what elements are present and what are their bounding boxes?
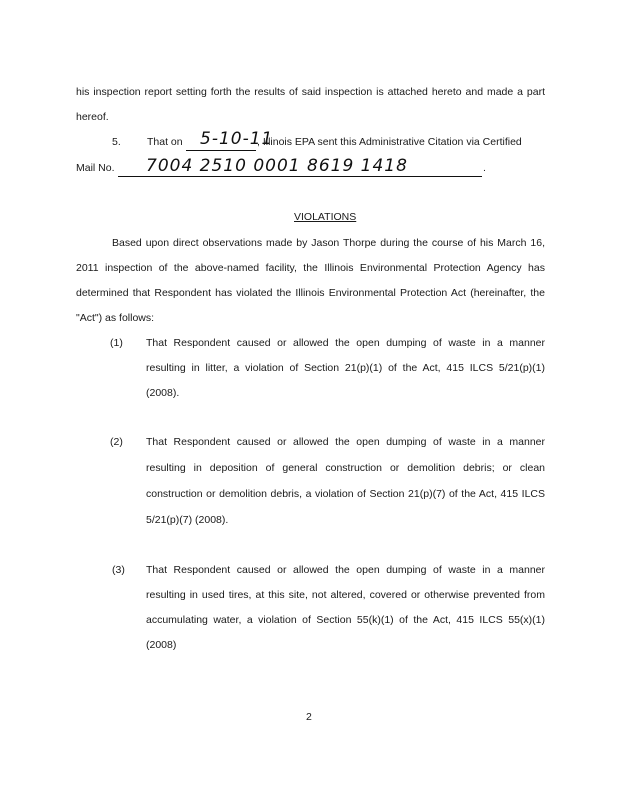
para5-text-before: That on (147, 136, 183, 148)
preamble-line-3: determined that Respondent has violated the Illinois Environmental Protection Act (hereinafter, the (76, 287, 545, 299)
intro-line-2: hereof. (76, 111, 109, 123)
item-1-number: (1) (110, 337, 123, 349)
para5-number: 5. (112, 136, 121, 148)
item-3-line-1: That Respondent caused or allowed the open dumping of waste in a manner (146, 564, 545, 576)
item-1-line-1: That Respondent caused or allowed the open dumping of waste in a manner (146, 337, 545, 349)
handwritten-mail-number: 7004 2510 0001 8619 1418 (146, 156, 408, 176)
item-2-line-4: 5/21(p)(7) (2008). (146, 514, 229, 526)
handwritten-date: 5-10-11 (200, 129, 274, 149)
violations-heading: VIOLATIONS (294, 211, 357, 223)
item-1-line-3: (2008). (146, 387, 180, 399)
mail-label: Mail No. (76, 162, 115, 174)
item-2-line-1: That Respondent caused or allowed the open dumping of waste in a manner (146, 436, 545, 448)
item-3-line-4: (2008) (146, 639, 177, 651)
item-2-line-3: construction or demolition debris, a violation of Section 21(p)(7) of the Act, 415 ILCS (146, 488, 545, 500)
date-underline (186, 150, 256, 151)
preamble-line-1: Based upon direct observations made by Jason Thorpe during the course of his March 16, (112, 237, 545, 249)
item-1-line-2: resulting in litter, a violation of Section 21(p)(1) of the Act, 415 ILCS 5/21(p)(1) (146, 362, 545, 374)
mail-period: . (483, 162, 486, 174)
mail-number-underline (118, 176, 482, 177)
item-3-number: (3) (112, 564, 125, 576)
item-3-line-2: resulting in used tires, at this site, not altered, covered or otherwise prevented from (146, 589, 545, 601)
item-2-line-2: resulting in deposition of general construction or demolition debris; or clean (146, 462, 545, 474)
item-3-line-3: accumulating water, a violation of Section 55(k)(1) of the Act, 415 ILCS 55(x)(1) (146, 614, 545, 626)
item-2-number: (2) (110, 436, 123, 448)
para5-text-after: , Illinois EPA sent this Administrative Citation via Certified (257, 136, 522, 148)
intro-line-1: his inspection report setting forth the results of said inspection is attached hereto and made a part (76, 86, 545, 98)
preamble-line-2: 2011 inspection of the above-named facility, the Illinois Environmental Protection Agency has (76, 262, 545, 274)
preamble-line-4: "Act") as follows: (76, 312, 155, 324)
page-number: 2 (306, 711, 312, 723)
